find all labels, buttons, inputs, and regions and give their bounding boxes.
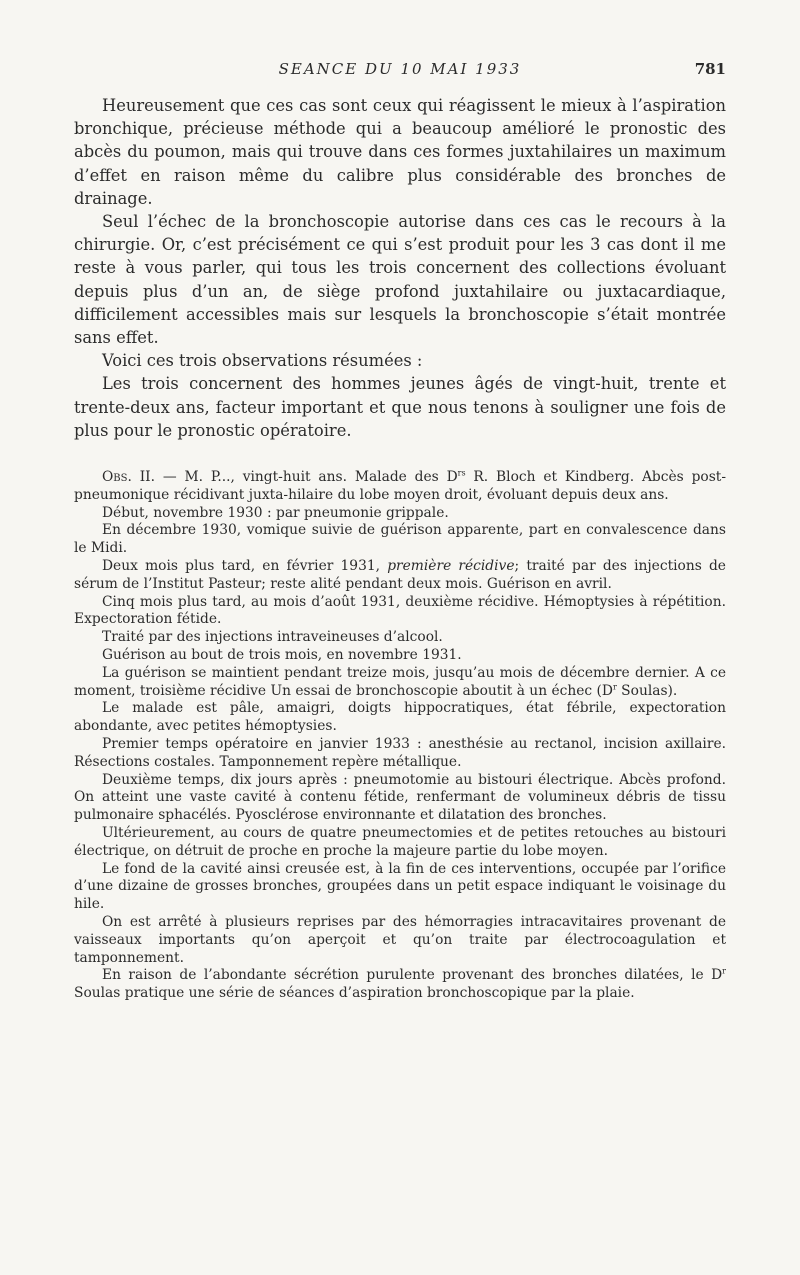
observation-text: Soulas). (616, 682, 678, 699)
observation-label: Obs. II. (102, 469, 156, 485)
superscript: rs (457, 468, 466, 478)
observation-paragraph: Traité par des injections intraveineuses d’alcool. (102, 629, 443, 646)
observation-paragraph: Premier temps opératoire en janvier 1933 : anesthésie au rectanol, incision axillaire. Résections costales. Tamponnement repère métallique. (74, 735, 726, 770)
observation-paragraph: Ultérieurement, au cours de quatre pneumectomies et de petites retouches au bistouri électrique, on détruit de proche en proche la majeure partie du lobe moyen. (74, 824, 726, 859)
observation-intro (74, 469, 726, 505)
observation-paragraph: Le fond de la cavité ainsi creusée est, à la fin de ces interventions, occupée par l’orifice d’une dizaine de grosses bronches, groupées dans un petit espace indiquant le voisinage du hile. (74, 860, 726, 913)
observation-intro-text: — M. P..., vingt-huit ans. Malade des D (155, 469, 458, 485)
header-title: SEANCE DU 10 MAI 1933 (278, 60, 522, 78)
page-number: 781 (694, 60, 726, 78)
observation-block (74, 469, 726, 1003)
observation-paragraph: On est arrêté à plusieurs reprises par des hémorragies intracavitaires provenant de vaisseaux importants qu’on aperçoit et qu’on traite par électrocoagulation et tamponnement. (74, 913, 726, 966)
main-text (74, 94, 726, 442)
observation-text: Deux mois plus tard, en février 1931, (102, 557, 388, 574)
observation-paragraph: Le malade est pâle, amaigri, doigts hippocratiques, état fébrile, expectoration abondante, avec petites hémoptysies. (74, 700, 726, 735)
superscript: r (612, 681, 617, 691)
observation-intro-text: R. Bloch et Kindberg. Abcès post-pneumonique récidivant juxta-hilaire du lobe moyen droit, évoluant depuis deux ans. (74, 469, 726, 503)
observation-paragraph (74, 665, 726, 701)
main-paragraph: Les trois concernent des hommes jeunes âgés de vingt-huit, trente et trente-deux ans, facteur important et que nous tenons à souligner une fois de plus pour le pronostic opératoire. (74, 374, 726, 440)
observation-paragraph (74, 558, 726, 594)
observation-paragraph (74, 967, 726, 1003)
observation-paragraph: En décembre 1930, vomique suivie de guérison apparente, part en convalescence dans le Midi. (74, 522, 726, 557)
observation-text: La guérison se maintient pendant treize mois, jusqu’au mois de décembre dernier. A ce moment, troisième récidive Un essai de bronchoscopie aboutit à un échec (D (74, 664, 726, 699)
observation-paragraph: Cinq mois plus tard, au mois d’août 1931, deuxième récidive. Hémoptysies à répétition. Expectoration fétide. (74, 593, 726, 628)
observation-paragraph: Début, novembre 1930 : par pneumonie grippale. (102, 504, 449, 521)
observation-text: En raison de l’abondante sécrétion purulente provenant des bronches dilatées, le D (102, 967, 723, 984)
italic-text: première récidive (387, 557, 515, 574)
superscript: r (722, 966, 726, 976)
main-paragraph: Heureusement que ces cas sont ceux qui réagissent le mieux à l’aspiration bronchique, précieuse méthode qui a beaucoup amélioré le pronostic des abcès du poumon, mais qui trouve dans ces formes juxtahilaires un maximum d’effet en raison même du calibre plus considérable des bronches de drainage. (74, 96, 726, 208)
observation-text: Soulas pratique une série de séances d’aspiration bronchoscopique par la plaie. (74, 985, 635, 1002)
observation-paragraph: Guérison au bout de trois mois, en novembre 1931. (102, 646, 462, 663)
main-paragraph: Seul l’échec de la bronchoscopie autorise dans ces cas le recours à la chirurgie. Or, c’est précisément ce qui s’est produit pour les 3 cas dont il me reste à vous parler, qui tous les trois concernent des collections évoluant depuis plus d’un an, de siège profond juxtahilaire ou juxtacardiaque, difficilement accessibles mais sur lesquels la bronchoscopie s’était montrée sans effet. (74, 212, 726, 348)
main-paragraph: Voici ces trois observations résumées : (102, 351, 423, 371)
observation-paragraph: Deuxième temps, dix jours après : pneumotomie au bistouri électrique. Abcès profond. On atteint une vaste cavité à contenu fétide, renfermant de volumineux débris de tissu pulmonaire sphacélés. Pyosclérose environnante et dilatation des bronches. (74, 771, 726, 824)
running-header (74, 60, 726, 84)
observation-text: ; traité par des injections de sérum de l’Institut Pasteur; reste alité pendant deux mois. Guérison en avril. (74, 557, 726, 592)
